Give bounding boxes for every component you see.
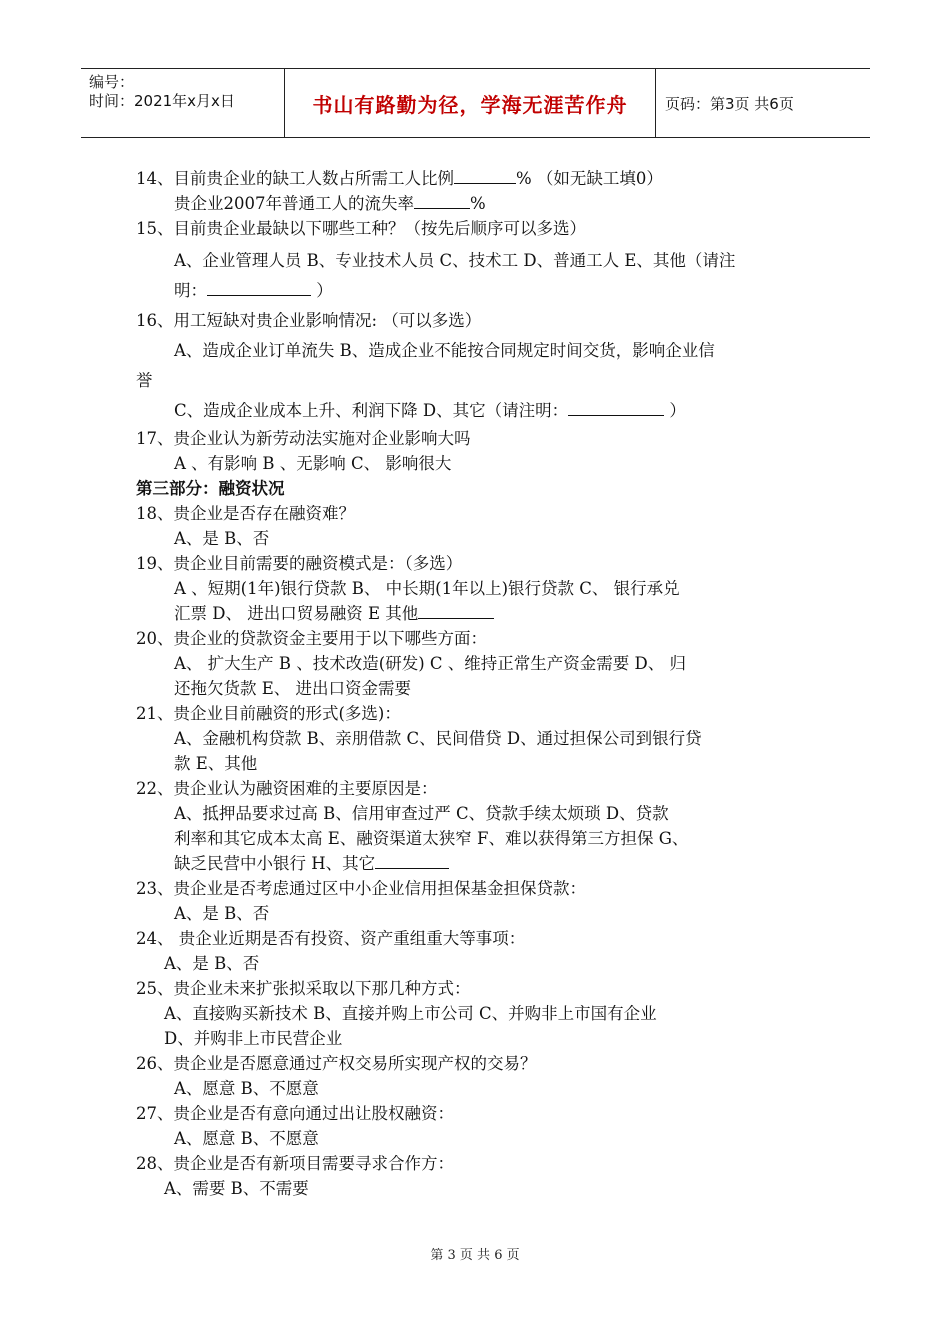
question-15-options-cont: 明： ） (174, 281, 333, 300)
header-motto: 书山有路勤为径，学海无涯苦作舟 (312, 92, 628, 117)
answer-blank[interactable] (568, 399, 664, 416)
question-17-options: A 、有影响 B 、无影响 C、 影响很大 (174, 454, 452, 473)
section-heading: 第三部分：融资状况 (136, 479, 285, 498)
question-23-options: A、是 B、否 (174, 904, 270, 923)
answer-blank[interactable] (375, 852, 449, 869)
answer-blank[interactable] (454, 167, 516, 184)
questionnaire-body (136, 166, 836, 1201)
question-26: 26、贵企业是否愿意通过产权交易所实现产权的交易？ (136, 1054, 537, 1073)
question-25-options: A、直接购买新技术 B、直接并购上市公司 C、并购非上市国有企业 (164, 1004, 657, 1023)
doc-number-label: 编号： (89, 73, 135, 91)
question-25: 25、贵企业未来扩张拟采取以下那几种方式： (136, 979, 471, 998)
question-20-options: A、 扩大生产 B 、技术改造(研发) C 、维持正常生产资金需要 D、 归 (174, 654, 686, 673)
question-28-options: A、需要 B、不需要 (164, 1179, 309, 1198)
question-22-options-cont: 利率和其它成本太高 E、融资渠道太狭窄 F、难以获得第三方担保 G、 (174, 829, 689, 848)
question-20-options-cont: 还拖欠货款 E、 进出口资金需要 (174, 679, 412, 698)
question-19-options-cont: 汇票 D、 进出口贸易融资 E 其他 (136, 601, 836, 626)
question-18: 18、贵企业是否存在融资难？ (136, 504, 355, 523)
answer-blank[interactable] (414, 192, 470, 209)
question-19: 19、贵企业目前需要的融资模式是：（多选） (136, 554, 463, 573)
question-16-options-c: C、造成企业成本上升、利润下降 D、其它（请注明： ） (174, 401, 686, 420)
question-24: 24、 贵企业近期是否有投资、资产重组重大等事项： (136, 929, 526, 948)
page-footer: 第 3 页 共 6 页 (430, 1248, 520, 1263)
question-21-options-cont: 款 E、其他 (174, 754, 258, 773)
header-page-info: 页码：第3页 共6页 (665, 94, 794, 113)
question-16: 16、用工短缺对贵企业影响情况: （可以多选） (136, 311, 482, 330)
question-18-options: A、是 B、否 (174, 529, 270, 548)
page-header (81, 68, 870, 138)
question-21-options: A、金融机构贷款 B、亲朋借款 C、民间借贷 D、通过担保公司到银行贷 (174, 729, 702, 748)
question-19-options: A 、短期(1年)银行贷款 B、 中长期(1年以上)银行贷款 C、 银行承兑 (174, 579, 680, 598)
question-21: 21、贵企业目前融资的形式(多选)： (136, 704, 401, 723)
question-28: 28、贵企业是否有新项目需要寻求合作方： (136, 1154, 454, 1173)
question-17: 17、贵企业认为新劳动法实施对企业影响大吗 (136, 429, 471, 448)
question-16-options-cont: 誉 (136, 371, 153, 390)
question-14: 14、目前贵企业的缺工人数占所需工人比例 % （如无缺工填0） (136, 169, 663, 188)
question-23: 23、贵企业是否考虑通过区中小企业信用担保基金担保贷款： (136, 879, 586, 898)
question-14-sub: 贵企业2007年普通工人的流失率 % (174, 194, 486, 213)
question-22: 22、贵企业认为融资困难的主要原因是： (136, 779, 438, 798)
answer-blank[interactable] (418, 602, 494, 619)
question-22-options: A、抵押品要求过高 B、信用审查过严 C、贷款手续太烦琐 D、贷款 (174, 804, 669, 823)
question-15: 15、目前贵企业最缺以下哪些工种？（按先后顺序可以多选） (136, 219, 586, 238)
question-24-options: A、是 B、否 (164, 954, 260, 973)
question-26-options: A、愿意 B、不愿意 (174, 1079, 319, 1098)
question-27: 27、贵企业是否有意向通过出让股权融资： (136, 1104, 454, 1123)
question-20: 20、贵企业的贷款资金主要用于以下哪些方面： (136, 629, 487, 648)
question-16-options: A、造成企业订单流失 B、造成企业不能按合同规定时间交货，影响企业信 (174, 341, 715, 360)
question-27-options: A、愿意 B、不愿意 (174, 1129, 319, 1148)
doc-date: 时间：2021年x月x日 (89, 92, 235, 110)
question-15-options: A、企业管理人员 B、专业技术人员 C、技术工 D、普通工人 E、其他（请注 (174, 251, 736, 270)
header-meta (89, 73, 235, 111)
question-25-options-cont: D、并购非上市民营企业 (164, 1029, 343, 1048)
answer-blank[interactable] (207, 279, 311, 296)
header-divider (655, 69, 656, 137)
question-22-options-cont2: 缺乏民营中小银行 H、其它 (136, 851, 836, 876)
